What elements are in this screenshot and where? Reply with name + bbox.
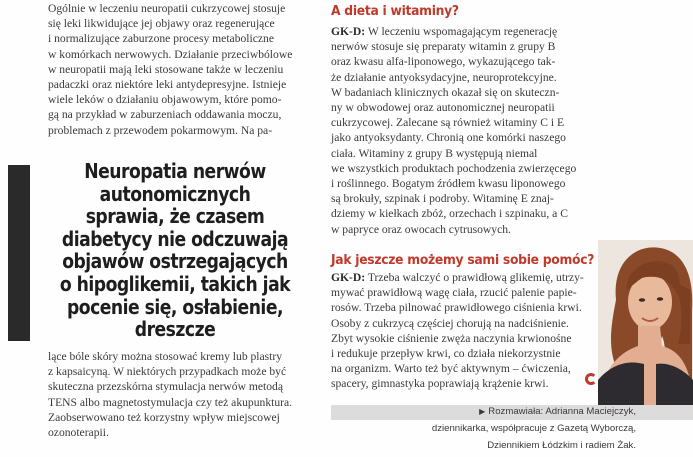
text-line: że działanie antyoksydacyjne, neuroprotekcyjne. xyxy=(331,70,557,84)
triangle-icon: ▶ xyxy=(479,407,486,416)
text-line: spacery, gimnastyka poprawiają krążenie krwi. xyxy=(331,377,549,391)
quote-line: Neuropatia nerwów xyxy=(84,159,266,183)
text-line: lące bóle skóry można stosować kremy lub plastry xyxy=(48,350,283,363)
text-line: i redukuje przepływ krwi, co działa niekorzystnie xyxy=(331,347,561,361)
text-line: i roślinnego. Bogatym źródłem kwasu liponowego xyxy=(331,177,566,191)
pull-quote xyxy=(46,159,291,342)
text-line: Ogólnie w leczeniu neuropatii cukrzycowej stosuje xyxy=(48,2,286,15)
quote-line: autonomicznych xyxy=(99,181,251,206)
end-mark-icon xyxy=(585,373,597,385)
quote-line: objawów ostrzegających xyxy=(62,249,288,274)
text-line: wiele leków o działaniu objawowym, które pomo- xyxy=(48,93,282,107)
text-line: ciała. Witaminy z grupy B występują niemal xyxy=(331,146,538,160)
text-line: dziemy w kiełkach zbóż, orzechach i szpinaku, a C xyxy=(331,207,568,221)
text-line: problemach z przewodem pokarmowym. Na pa- xyxy=(48,123,273,137)
text-line: w komórkach nerwowych. Działanie przeciwbólowe xyxy=(48,47,293,61)
text-line: ozonoterapii. xyxy=(48,426,109,440)
quote-line: diabetycy nie odczuwają xyxy=(61,226,289,251)
left-paragraph-1 xyxy=(48,1,310,138)
quote-line: sprawia, że czasem xyxy=(85,204,265,229)
text-line: padaczki oraz niektóre leki antydepresyjne. Istnieje xyxy=(48,78,287,92)
text-line: w neuropatii mają leki stosowane także w leczeniu xyxy=(48,62,284,76)
right-section-2 xyxy=(331,270,593,392)
text-line: na organizm. Warto też być aktywnym – ćwiczenia, xyxy=(331,362,571,376)
left-paragraph-2 xyxy=(48,349,310,440)
credit-line-2: dziennikarka, współpracuje z Gazetą Wyborczą, xyxy=(431,423,636,434)
author-photo xyxy=(598,240,693,406)
quote-line: pocenie się, osłabienie, xyxy=(67,294,283,319)
quote-line: dreszcze xyxy=(134,317,216,342)
quote-line: o hipoglikemii, takich jak xyxy=(59,271,291,296)
text-line: we wszystkich produktach pochodzenia zwierzęcego xyxy=(331,161,577,175)
text-line: są brokuły, szpinak i podroby. Witaminę E znaj- xyxy=(331,192,554,206)
text-line: GK-D: Trzeba walczyć o prawidłową glikemię, utrzy- xyxy=(331,271,584,284)
text-line: oraz kwasu alfa-liponowego, wykazującego tak- xyxy=(331,55,556,69)
text-line: TENS albo magnetostymulacja czy też akupunktura. xyxy=(48,395,293,409)
text-line: W badaniach klinicznych okazał się on skuteczn- xyxy=(331,85,560,99)
text-line: w papryce oraz owocach cytrusowych. xyxy=(331,222,511,236)
text-line: Osoby z cukrzycą częściej chorują na nadciśnienie. xyxy=(331,316,569,330)
section-heading-self-help: Jak jeszcze możemy sami sobie pomóc? xyxy=(331,253,595,268)
text-line: ny w obwodowej oraz autonomicznej neuropatii xyxy=(331,101,555,115)
text-line: i normalizujące zaburzone procesy metaboliczne xyxy=(48,32,274,46)
text-line: GK-D: W leczeniu wspomagającym regenerację xyxy=(331,25,558,38)
text-line: się leki likwidujące jej objawy oraz regenerujące xyxy=(48,17,275,31)
portrait-illustration xyxy=(598,240,693,406)
text-line: skuteczna przezskórna stymulacja nerwów metodą xyxy=(48,380,283,394)
text-line: cukrzycowej. Zalecane są również witaminy C i E xyxy=(331,116,565,130)
text-line: Zaobserwowano też korzystny wpływ miejscowej xyxy=(48,410,280,424)
pull-quote-bar xyxy=(8,165,30,341)
text-line: jako antyoksydanty. Chronią one komórki naszego xyxy=(331,131,566,145)
text-line: z kapsaicyną. W niektórych przypadkach może być xyxy=(48,365,287,379)
speaker-label: GK-D: xyxy=(331,271,366,284)
text-line: gą na przykład w zaburzeniach oddawania moczu, xyxy=(48,108,282,122)
section-heading-diet: A dieta i witaminy? xyxy=(331,4,459,19)
text-line: Zbyt wysokie ciśnienie zwęża naczynia krwionośne xyxy=(331,331,572,345)
credit-line-3: Dziennikiem Łódzkim i radiem Żak. xyxy=(487,440,636,451)
credit-line-1: ▶ Rozmawiała: Adrianna Maciejczyk, xyxy=(479,406,636,417)
right-section-1 xyxy=(331,24,593,237)
text-line: nerwów stosuje się preparaty witamin z grupy B xyxy=(331,40,556,54)
text-line: rosów. Trzeba pilnować prawidłowego ciśnienia krwi. xyxy=(331,301,582,315)
text-line: mywać prawidłową wagę ciała, rzucić palenie papie- xyxy=(331,286,577,300)
speaker-label: GK-D: xyxy=(331,25,366,38)
